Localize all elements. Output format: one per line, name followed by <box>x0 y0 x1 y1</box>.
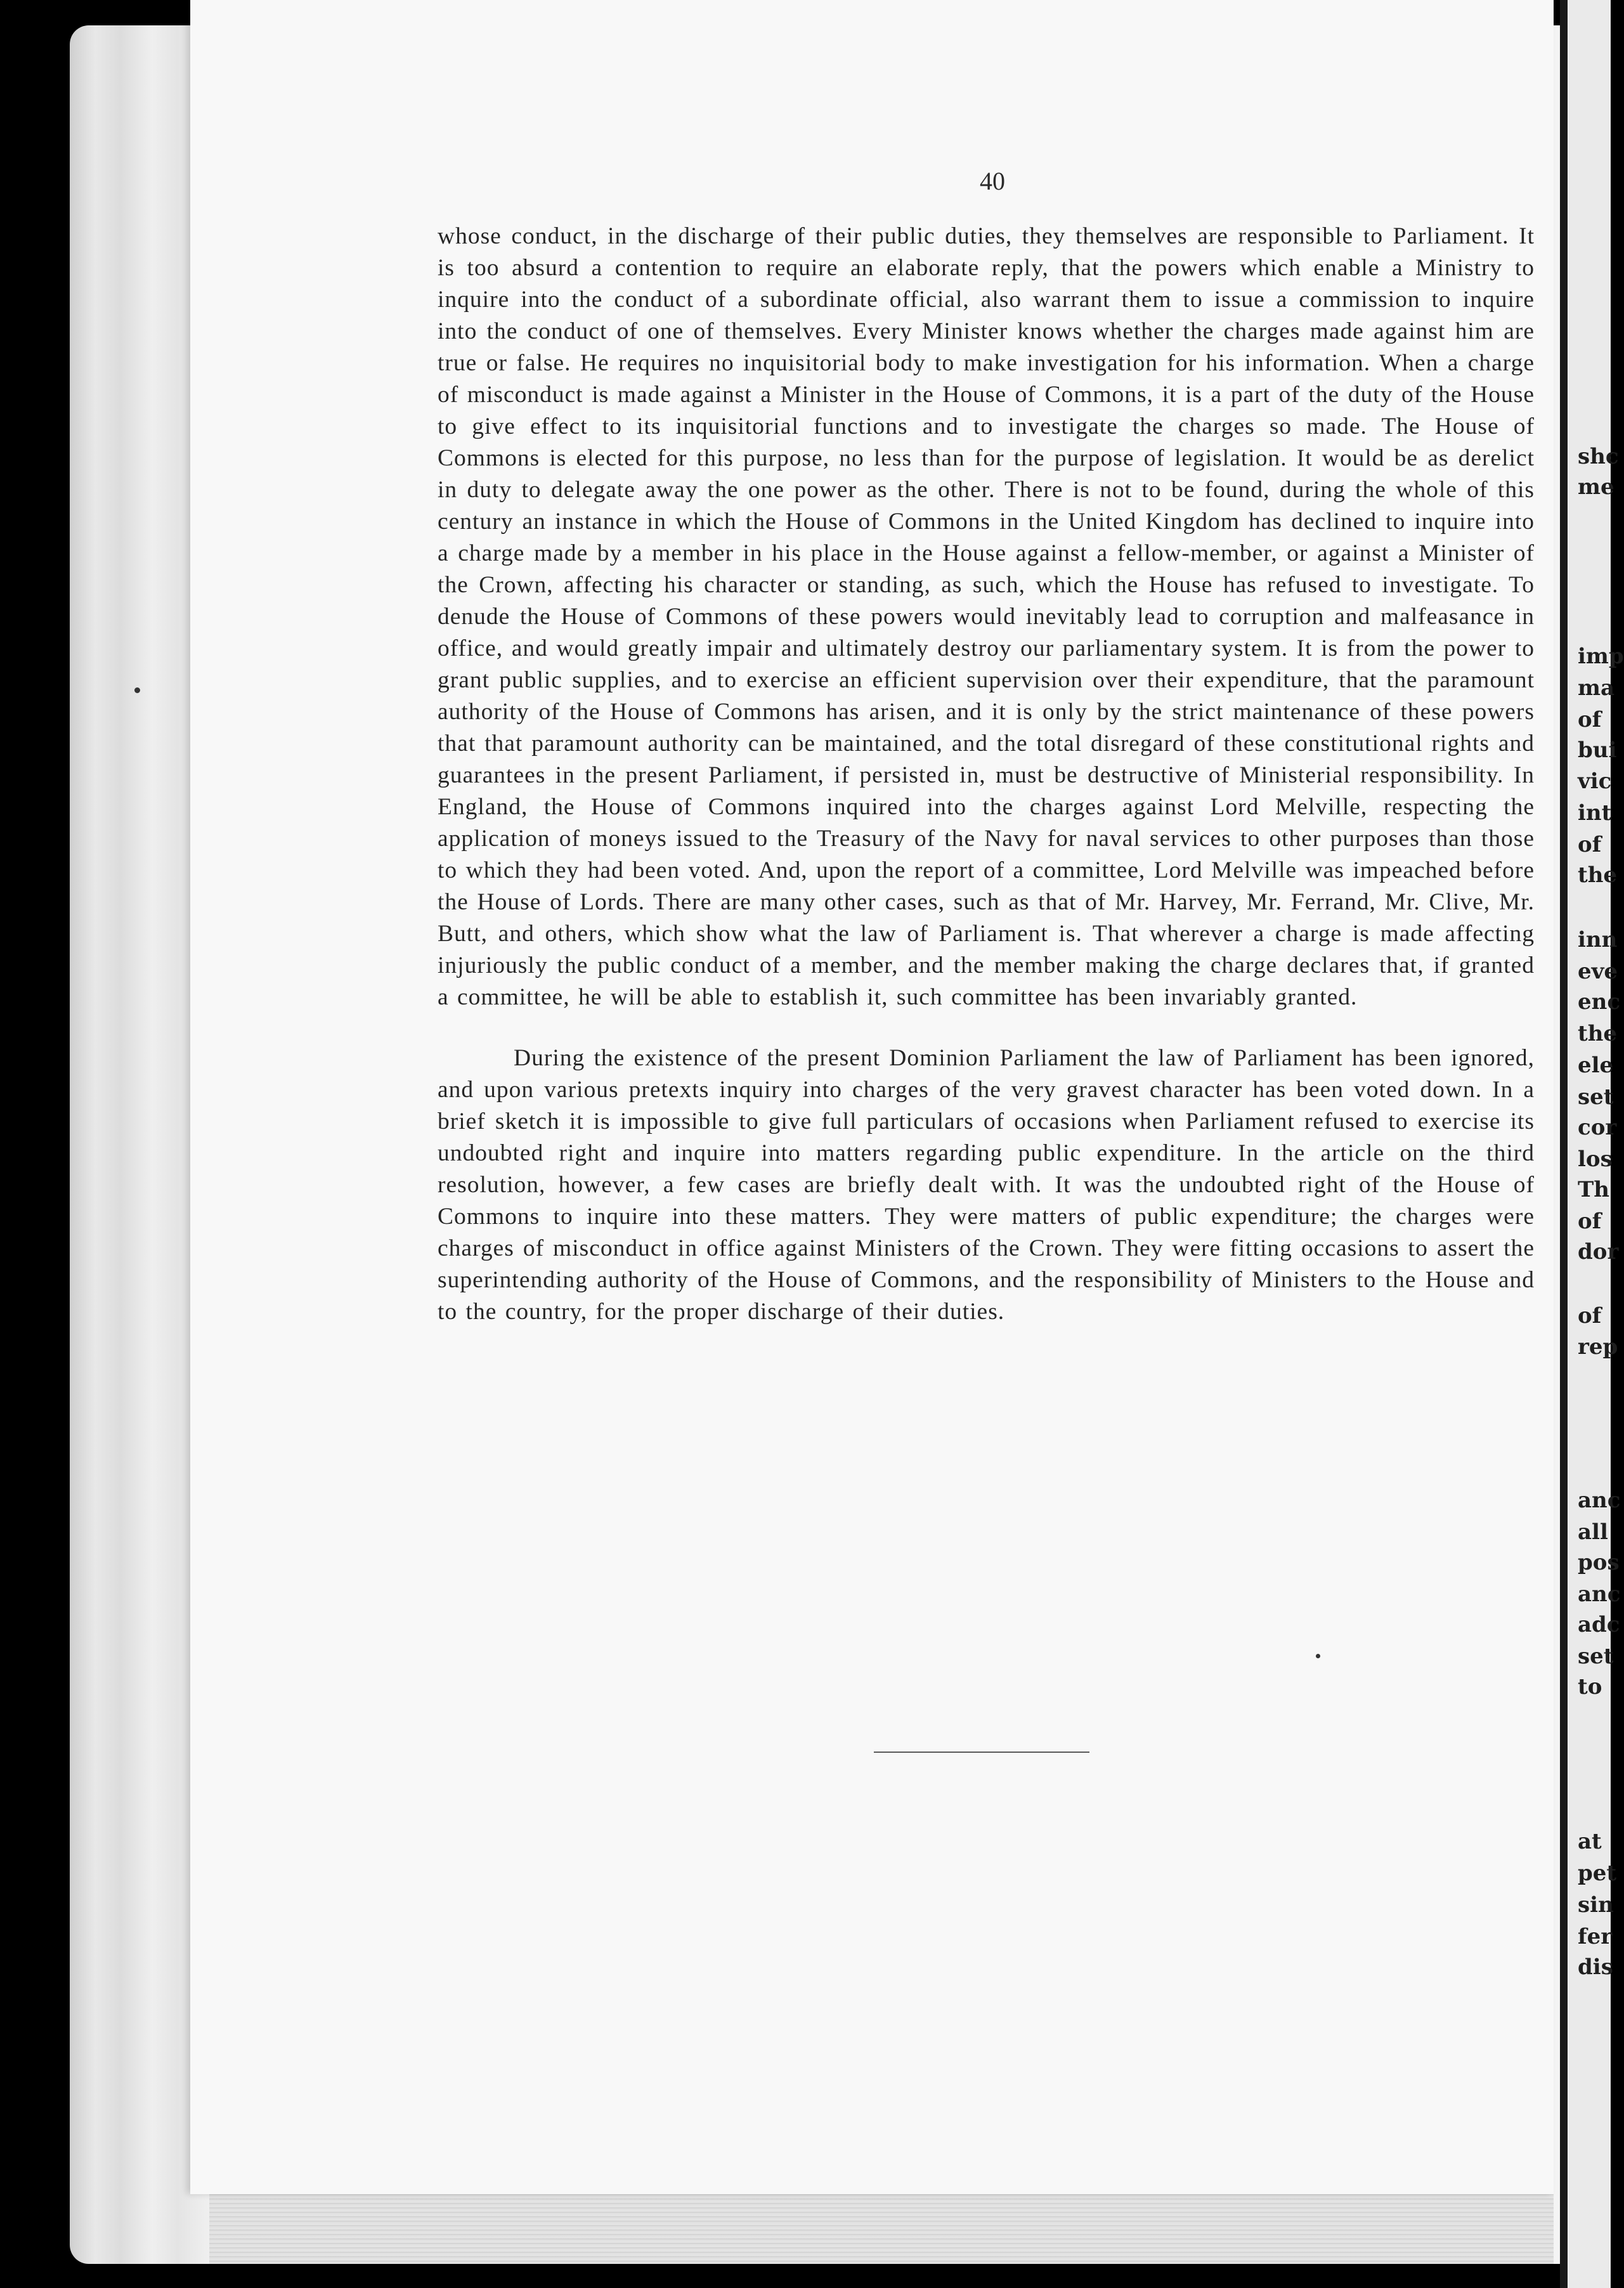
facing-text-fragment: of <box>1578 1303 1602 1329</box>
facing-text-fragment: rep <box>1578 1334 1618 1360</box>
facing-text-fragment: anc <box>1578 1488 1621 1513</box>
facing-text-fragment: Th <box>1578 1177 1610 1202</box>
facing-text-fragment: the <box>1578 1021 1618 1046</box>
facing-text-fragment: imp <box>1578 644 1624 669</box>
facing-text-fragment: to <box>1578 1674 1602 1700</box>
facing-text-fragment: adc <box>1578 1612 1620 1637</box>
page-number: 40 <box>980 167 1005 195</box>
facing-text-fragment: set <box>1578 1084 1614 1110</box>
facing-text-fragment: ele <box>1578 1053 1614 1078</box>
facing-text-fragment: inn <box>1578 927 1618 952</box>
facing-text-fragment: pet <box>1578 1861 1617 1886</box>
facing-text-fragment: of <box>1578 707 1602 732</box>
print-speck <box>1316 1654 1320 1658</box>
facing-text-fragment: los <box>1578 1147 1613 1172</box>
facing-text-fragment: bui <box>1578 738 1617 763</box>
end-of-section-rule <box>874 1752 1089 1753</box>
facing-text-fragment: enc <box>1578 989 1621 1015</box>
facing-text-fragment: at <box>1578 1829 1602 1854</box>
facing-text-fragment: of <box>1578 1209 1602 1234</box>
facing-text-fragment: dis <box>1578 1954 1613 1980</box>
page-body <box>438 221 1535 1328</box>
facing-text-fragment: pos <box>1578 1550 1620 1575</box>
print-speck <box>134 687 140 693</box>
gutter-shadow <box>1560 0 1568 2288</box>
facing-text-fragment: int <box>1578 800 1612 826</box>
facing-text-fragment: vic <box>1578 769 1612 794</box>
paragraph-1: whose conduct, in the discharge of their public duties, they themselves are responsible to Parliament. It is too absurd a contention to require an elaborate reply, that the powers which enable a Ministry to inquire into the conduct of a subordinate official, also warrant them to issue a commission to inquire into the conduct of one of themselves. Every Minister knows whether the charges made against him are true or false. He requires no inquisitorial body to make investigation for his information. When a charge of misconduct is made against a Minister in the House of Commons, it is a part of the duty of the House to give effect to its inquisitorial functions and to investigate the charges so made. The House of Commons is elected for this purpose, no less than for the purpose of legislation. It would be as derelict in duty to delegate away the one power as the other. There is not to be found, during the whole of this century an instance in which the House of Commons in the United Kingdom has declined to inquire into a charge made by a member in his place in the House against a fellow-member, or against a Minister of the Crown, affecting his character or standing, as such, which the House has refused to investigate. To denude the House of Commons of these powers would inevitably lead to corruption and malfeasance in office, and would greatly impair and ultimately destroy our parliamentary system. It is from the power to grant public supplies, and to exercise an efficient supervision over their expenditure, that the paramount authority of the House of Commons has arisen, and it is only by the strict maintenance of these powers that that paramount authority can be maintained, and the total disregard of these constitutional rights and guarantees in the present Parliament, if persisted in, must be destructive of Ministerial responsibility. In England, the House of Commons inquired into the charges against Lord Melville, respecting the application of moneys issued to the Treasury of the Navy for naval services to other purposes than those to which they had been voted. And, upon the report of a committee, Lord Melville was impeached before the House of Lords. There are many other cases, such as that of Mr. Harvey, Mr. Ferrand, Mr. Clive, Mr. Butt, and others, which show what the law of Parliament is. That wherever a charge is made affecting injuriously the public conduct of a member, and the member making the charge declares that, if granted a committee, he will be able to establish it, such committee has been invariably granted. <box>438 223 1535 1010</box>
facing-page-edge <box>1560 0 1624 2288</box>
paragraph-2: During the existence of the present Dominion Parliament the law of Parliament has been ignored, and upon various pretexts inquiry into charges of the very gravest character has been voted down. In a brief sketch it is impossible to give full particulars of occasions when Parliament refused to exercise its undoubted right and inquire into matters regarding public expenditure. In the article on the third resolution, however, a few cases are briefly dealt with. It was the undoubted right of the House of Commons to inquire into these matters. They were matters of public expenditure; the charges were charges of misconduct in office against Ministers of the Crown. They were fitting occasions to assert the superintending authority of the House of Commons, and the responsibility of Ministers to the House and to the country, for the proper discharge of their duties. <box>438 1045 1535 1325</box>
facing-text-fragment: eve <box>1578 959 1618 984</box>
facing-text-fragment: shc <box>1578 444 1619 469</box>
facing-text-fragment: cor <box>1578 1115 1617 1140</box>
facing-text-fragment: ma <box>1578 675 1615 701</box>
facing-text-fragment: the <box>1578 862 1618 888</box>
facing-text-fragment: dor <box>1578 1239 1619 1264</box>
facing-text-fragment: of <box>1578 832 1602 857</box>
facing-text-fragment: set <box>1578 1644 1614 1669</box>
facing-text-fragment: me <box>1578 474 1614 500</box>
facing-text-fragment: sin <box>1578 1892 1614 1918</box>
facing-text-fragment: anc <box>1578 1582 1621 1607</box>
facing-text-fragment: all <box>1578 1519 1608 1545</box>
facing-text-fragment: fer <box>1578 1924 1613 1949</box>
